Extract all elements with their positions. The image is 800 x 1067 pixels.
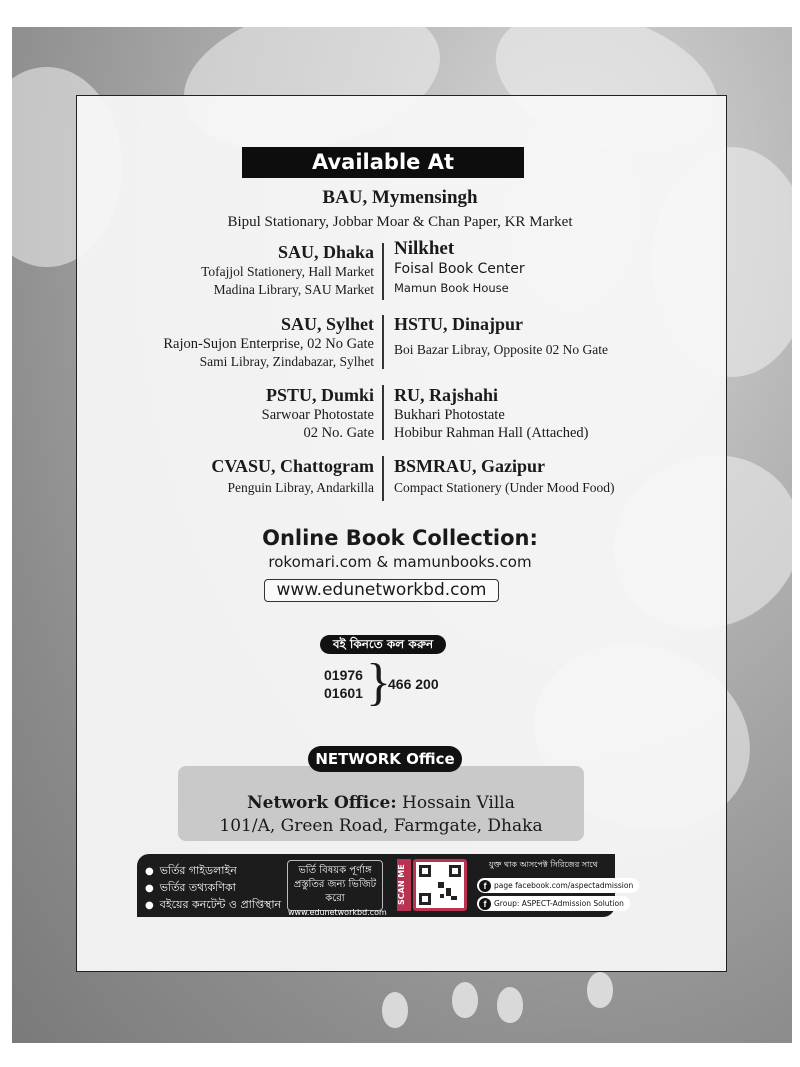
column-divider <box>382 243 384 300</box>
visit-line: ভর্তি বিষয়ক পূর্ণাঙ্গ <box>298 865 372 876</box>
network-office-name: Hossain Villa <box>402 793 515 813</box>
outlet-name: SAU, Dhaka <box>277 242 374 262</box>
outlet-line: Boi Bazar Libray, Opposite 02 No Gate <box>394 342 608 357</box>
outlet-line: Tofajjol Stationery, Hall Market <box>201 264 374 279</box>
outlet-right <box>394 455 614 497</box>
facebook-icon: f <box>479 898 491 910</box>
call-to-buy-label: বই কিনতে কল করুন <box>320 635 446 654</box>
phone-prefix: 01976 <box>324 667 363 683</box>
qr-code-icon[interactable] <box>413 859 467 911</box>
column-divider <box>382 315 384 369</box>
promo-bullets <box>145 863 281 914</box>
column-divider <box>382 385 384 440</box>
promo-bullet: ● ভর্তির তথ্যকণিকা <box>145 880 281 897</box>
online-sites: rokomari.com & mamunbooks.com <box>268 553 532 571</box>
flower-bud <box>587 972 613 1008</box>
network-office-line <box>178 793 584 813</box>
outlet-line: Penguin Libray, Andarkilla <box>227 480 374 495</box>
brace-glyph: } <box>366 654 391 711</box>
phone-suffix: 466 200 <box>388 676 439 692</box>
outlet-left <box>262 384 374 442</box>
flower-bud <box>452 982 478 1018</box>
facebook-page-text: page facebook.com/aspectadmission <box>494 881 634 890</box>
outlet-left <box>163 313 374 371</box>
visit-line: প্রস্তুতির জন্য ভিজিট করো <box>293 879 377 904</box>
network-office-address: 101/A, Green Road, Farmgate, Dhaka <box>219 816 543 836</box>
flower-bud <box>382 992 408 1028</box>
facebook-group-text: Group: ASPECT-Admission Solution <box>494 899 624 908</box>
outlet-left <box>201 241 374 299</box>
outlet-line: Sami Libray, Zindabazar, Sylhet <box>199 354 374 369</box>
outlet-line: Mamun Book House <box>394 281 509 295</box>
outlet-line: Foisal Book Center <box>394 261 525 277</box>
visit-url[interactable]: www.edunetworkbd.com <box>288 908 387 917</box>
promo-bullet: ● ভর্তির গাইডলাইন <box>145 863 281 880</box>
outlet-left <box>211 455 374 497</box>
outlet-line: Rajon-Sujon Enterprise, 02 No Gate <box>163 336 374 352</box>
facebook-group-link[interactable] <box>477 896 630 911</box>
outlet-line: Sarwoar Photostate <box>261 407 374 423</box>
outlet-name: Nilkhet <box>394 238 455 259</box>
outlet-line: Bukhari Photostate <box>394 407 505 423</box>
outlet-right <box>394 238 525 298</box>
online-collection-title: Online Book Collection: <box>262 526 538 550</box>
main-outlet-name: BAU, Mymensingh <box>322 187 478 208</box>
facebook-icon: f <box>479 880 491 892</box>
promo-banner <box>137 854 634 917</box>
outlet-name: HSTU, Dinajpur <box>394 314 524 334</box>
visit-box <box>287 860 387 917</box>
outlet-right <box>394 313 608 359</box>
outlet-line: 02 No. Gate <box>303 425 374 441</box>
outlet-line: Madina Library, SAU Market <box>213 282 374 297</box>
outlet-line: Hobibur Rahman Hall (Attached) <box>394 425 589 441</box>
scan-me-label: SCAN ME <box>397 859 411 911</box>
page-title: Available At <box>242 147 524 178</box>
outlet-right <box>394 384 588 442</box>
outlet-name: SAU, Sylhet <box>280 314 374 334</box>
outlet-name: CVASU, Chattogram <box>211 456 374 476</box>
network-office-label: Network Office: <box>247 793 397 813</box>
follow-text: যুক্ত থাক আসপেক্ট সিরিজের সাথে <box>489 860 598 869</box>
main-outlet-address: Bipul Stationary, Jobbar Moar & Chan Paper, KR Market <box>227 214 573 230</box>
facebook-page-link[interactable] <box>477 878 639 893</box>
outlet-name: BSMRAU, Gazipur <box>394 456 546 476</box>
outlet-name: PSTU, Dumki <box>265 385 374 405</box>
flower-bud <box>497 987 523 1023</box>
phone-prefix: 01601 <box>324 685 363 701</box>
column-divider <box>382 456 384 501</box>
promo-bullet: ● বইয়ের কনটেন্ট ও প্রাপ্তিস্থান <box>145 897 281 914</box>
website-link[interactable]: www.edunetworkbd.com <box>264 579 499 602</box>
network-office-badge: NETWORK Office <box>308 746 462 772</box>
outlet-name: RU, Rajshahi <box>394 385 499 405</box>
outlet-line: Compact Stationery (Under Mood Food) <box>394 480 615 495</box>
